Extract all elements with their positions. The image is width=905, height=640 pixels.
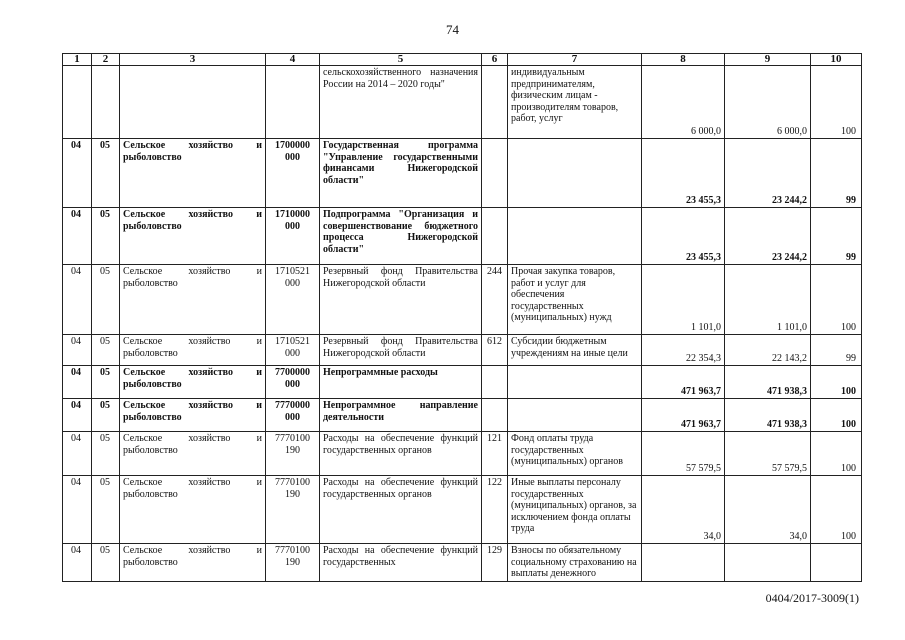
- subsection-code-cell: 05: [92, 476, 120, 544]
- expense-type-name-cell: [508, 139, 642, 208]
- expense-name-cell: Расходы на обеспечение функций государственных органов: [320, 432, 482, 476]
- execution-percent-cell: 99: [811, 208, 862, 265]
- execution-percent-cell: 99: [811, 139, 862, 208]
- subsection-code-cell: 05: [92, 265, 120, 335]
- execution-percent-cell: 100: [811, 366, 862, 399]
- expense-name-cell: Резервный фонд Правительства Нижегородской области: [320, 335, 482, 366]
- expense-type-code-cell: 244: [482, 265, 508, 335]
- table-row: [63, 208, 862, 265]
- approved-amount-cell: 471 963,7: [642, 366, 725, 399]
- table-row: [63, 335, 862, 366]
- section-code-cell: 04: [63, 399, 92, 432]
- approved-amount-cell: 471 963,7: [642, 399, 725, 432]
- approved-amount-cell: 57 579,5: [642, 432, 725, 476]
- section-name-cell: Сельское хозяйство и рыболовство: [120, 432, 266, 476]
- subsection-code-cell: [92, 66, 120, 139]
- target-article-code-cell: 7770000 000: [266, 399, 320, 432]
- table-row: [63, 139, 862, 208]
- column-header: 3: [120, 54, 266, 66]
- column-header: 1: [63, 54, 92, 66]
- section-name-cell: Сельское хозяйство и рыболовство: [120, 399, 266, 432]
- table-row: [63, 476, 862, 544]
- table-row: [63, 432, 862, 476]
- table-row: [63, 66, 862, 139]
- header-row: [63, 54, 862, 66]
- subsection-code-cell: 05: [92, 208, 120, 265]
- document-code: 0404/2017-3009(1): [765, 591, 859, 605]
- approved-amount-cell: 22 354,3: [642, 335, 725, 366]
- page-number: 74: [446, 22, 459, 37]
- section-name-cell: Сельское хозяйство и рыболовство: [120, 208, 266, 265]
- approved-amount-cell: 6 000,0: [642, 66, 725, 139]
- subsection-code-cell: 05: [92, 432, 120, 476]
- execution-percent-cell: 100: [811, 265, 862, 335]
- executed-amount-cell: 471 938,3: [725, 366, 811, 399]
- expense-type-code-cell: 129: [482, 544, 508, 582]
- section-code-cell: 04: [63, 139, 92, 208]
- column-header: 5: [320, 54, 482, 66]
- section-name-cell: Сельское хозяйство и рыболовство: [120, 366, 266, 399]
- expense-type-name-cell: Иные выплаты персоналу государственных (муниципальных) органов, за исключением фонда оплаты труда: [508, 476, 642, 544]
- target-article-code-cell: 1710000 000: [266, 208, 320, 265]
- expense-type-code-cell: [482, 66, 508, 139]
- subsection-code-cell: 05: [92, 399, 120, 432]
- expense-type-code-cell: [482, 208, 508, 265]
- execution-percent-cell: 100: [811, 432, 862, 476]
- section-code-cell: 04: [63, 476, 92, 544]
- executed-amount-cell: 34,0: [725, 476, 811, 544]
- target-article-code-cell: 1700000 000: [266, 139, 320, 208]
- expense-type-code-cell: 121: [482, 432, 508, 476]
- executed-amount-cell: 471 938,3: [725, 399, 811, 432]
- subsection-code-cell: 05: [92, 139, 120, 208]
- expense-type-name-cell: индивидуальным предпринимателям, физическим лицам - производителям товаров, работ, услуг: [508, 66, 642, 139]
- execution-percent-cell: 100: [811, 399, 862, 432]
- section-code-cell: 04: [63, 432, 92, 476]
- approved-amount-cell: [642, 544, 725, 582]
- approved-amount-cell: 34,0: [642, 476, 725, 544]
- executed-amount-cell: 1 101,0: [725, 265, 811, 335]
- expense-type-code-cell: [482, 139, 508, 208]
- target-article-code-cell: 7700000 000: [266, 366, 320, 399]
- approved-amount-cell: 23 455,3: [642, 139, 725, 208]
- executed-amount-cell: 23 244,2: [725, 208, 811, 265]
- executed-amount-cell: 22 143,2: [725, 335, 811, 366]
- column-header: 6: [482, 54, 508, 66]
- column-header: 7: [508, 54, 642, 66]
- section-code-cell: 04: [63, 544, 92, 582]
- expense-name-cell: Подпрограмма "Организация и совершенствование бюджетного процесса Нижегородской области": [320, 208, 482, 265]
- budget-table: [62, 53, 862, 582]
- table-row: [63, 399, 862, 432]
- table-row: [63, 366, 862, 399]
- section-code-cell: 04: [63, 366, 92, 399]
- table-row: [63, 544, 862, 582]
- subsection-code-cell: 05: [92, 335, 120, 366]
- column-header: 4: [266, 54, 320, 66]
- expense-type-name-cell: Фонд оплаты труда государственных (муниципальных) органов: [508, 432, 642, 476]
- expense-type-code-cell: 122: [482, 476, 508, 544]
- section-name-cell: Сельское хозяйство и рыболовство: [120, 335, 266, 366]
- expense-type-name-cell: Субсидии бюджетным учреждениям на иные цели: [508, 335, 642, 366]
- expense-name-cell: Государственная программа "Управление государственными финансами Нижегородской области": [320, 139, 482, 208]
- executed-amount-cell: [725, 544, 811, 582]
- section-name-cell: Сельское хозяйство и рыболовство: [120, 265, 266, 335]
- column-header: 2: [92, 54, 120, 66]
- target-article-code-cell: 7770100 190: [266, 432, 320, 476]
- executed-amount-cell: 6 000,0: [725, 66, 811, 139]
- target-article-code-cell: 7770100 190: [266, 544, 320, 582]
- table-row: [63, 265, 862, 335]
- expense-type-code-cell: [482, 366, 508, 399]
- section-code-cell: 04: [63, 335, 92, 366]
- expense-type-name-cell: [508, 366, 642, 399]
- expense-type-code-cell: [482, 399, 508, 432]
- expense-name-cell: Расходы на обеспечение функций государственных органов: [320, 476, 482, 544]
- executed-amount-cell: 23 244,2: [725, 139, 811, 208]
- expense-type-name-cell: Взносы по обязательному социальному страхованию на выплаты денежного: [508, 544, 642, 582]
- section-name-cell: [120, 66, 266, 139]
- column-header: 8: [642, 54, 725, 66]
- section-name-cell: Сельское хозяйство и рыболовство: [120, 476, 266, 544]
- expense-type-name-cell: [508, 399, 642, 432]
- target-article-code-cell: 1710521 000: [266, 335, 320, 366]
- expense-type-name-cell: [508, 208, 642, 265]
- expense-name-cell: Резервный фонд Правительства Нижегородской области: [320, 265, 482, 335]
- target-article-code-cell: 7770100 190: [266, 476, 320, 544]
- execution-percent-cell: [811, 544, 862, 582]
- target-article-code-cell: [266, 66, 320, 139]
- expense-name-cell: сельскохозяйственного назначения России на 2014 – 2020 годы": [320, 66, 482, 139]
- execution-percent-cell: 100: [811, 66, 862, 139]
- expense-type-name-cell: Прочая закупка товаров, работ и услуг для обеспечения государственных (муниципальных) нужд: [508, 265, 642, 335]
- section-code-cell: 04: [63, 265, 92, 335]
- executed-amount-cell: 57 579,5: [725, 432, 811, 476]
- expense-name-cell: Непрограммные расходы: [320, 366, 482, 399]
- column-header: 9: [725, 54, 811, 66]
- expense-type-code-cell: 612: [482, 335, 508, 366]
- section-name-cell: Сельское хозяйство и рыболовство: [120, 139, 266, 208]
- approved-amount-cell: 1 101,0: [642, 265, 725, 335]
- target-article-code-cell: 1710521 000: [266, 265, 320, 335]
- approved-amount-cell: 23 455,3: [642, 208, 725, 265]
- section-code-cell: 04: [63, 208, 92, 265]
- execution-percent-cell: 99: [811, 335, 862, 366]
- expense-name-cell: Непрограммное направление деятельности: [320, 399, 482, 432]
- execution-percent-cell: 100: [811, 476, 862, 544]
- expense-name-cell: Расходы на обеспечение функций государственных: [320, 544, 482, 582]
- subsection-code-cell: 05: [92, 544, 120, 582]
- column-header: 10: [811, 54, 862, 66]
- section-name-cell: Сельское хозяйство и рыболовство: [120, 544, 266, 582]
- section-code-cell: [63, 66, 92, 139]
- subsection-code-cell: 05: [92, 366, 120, 399]
